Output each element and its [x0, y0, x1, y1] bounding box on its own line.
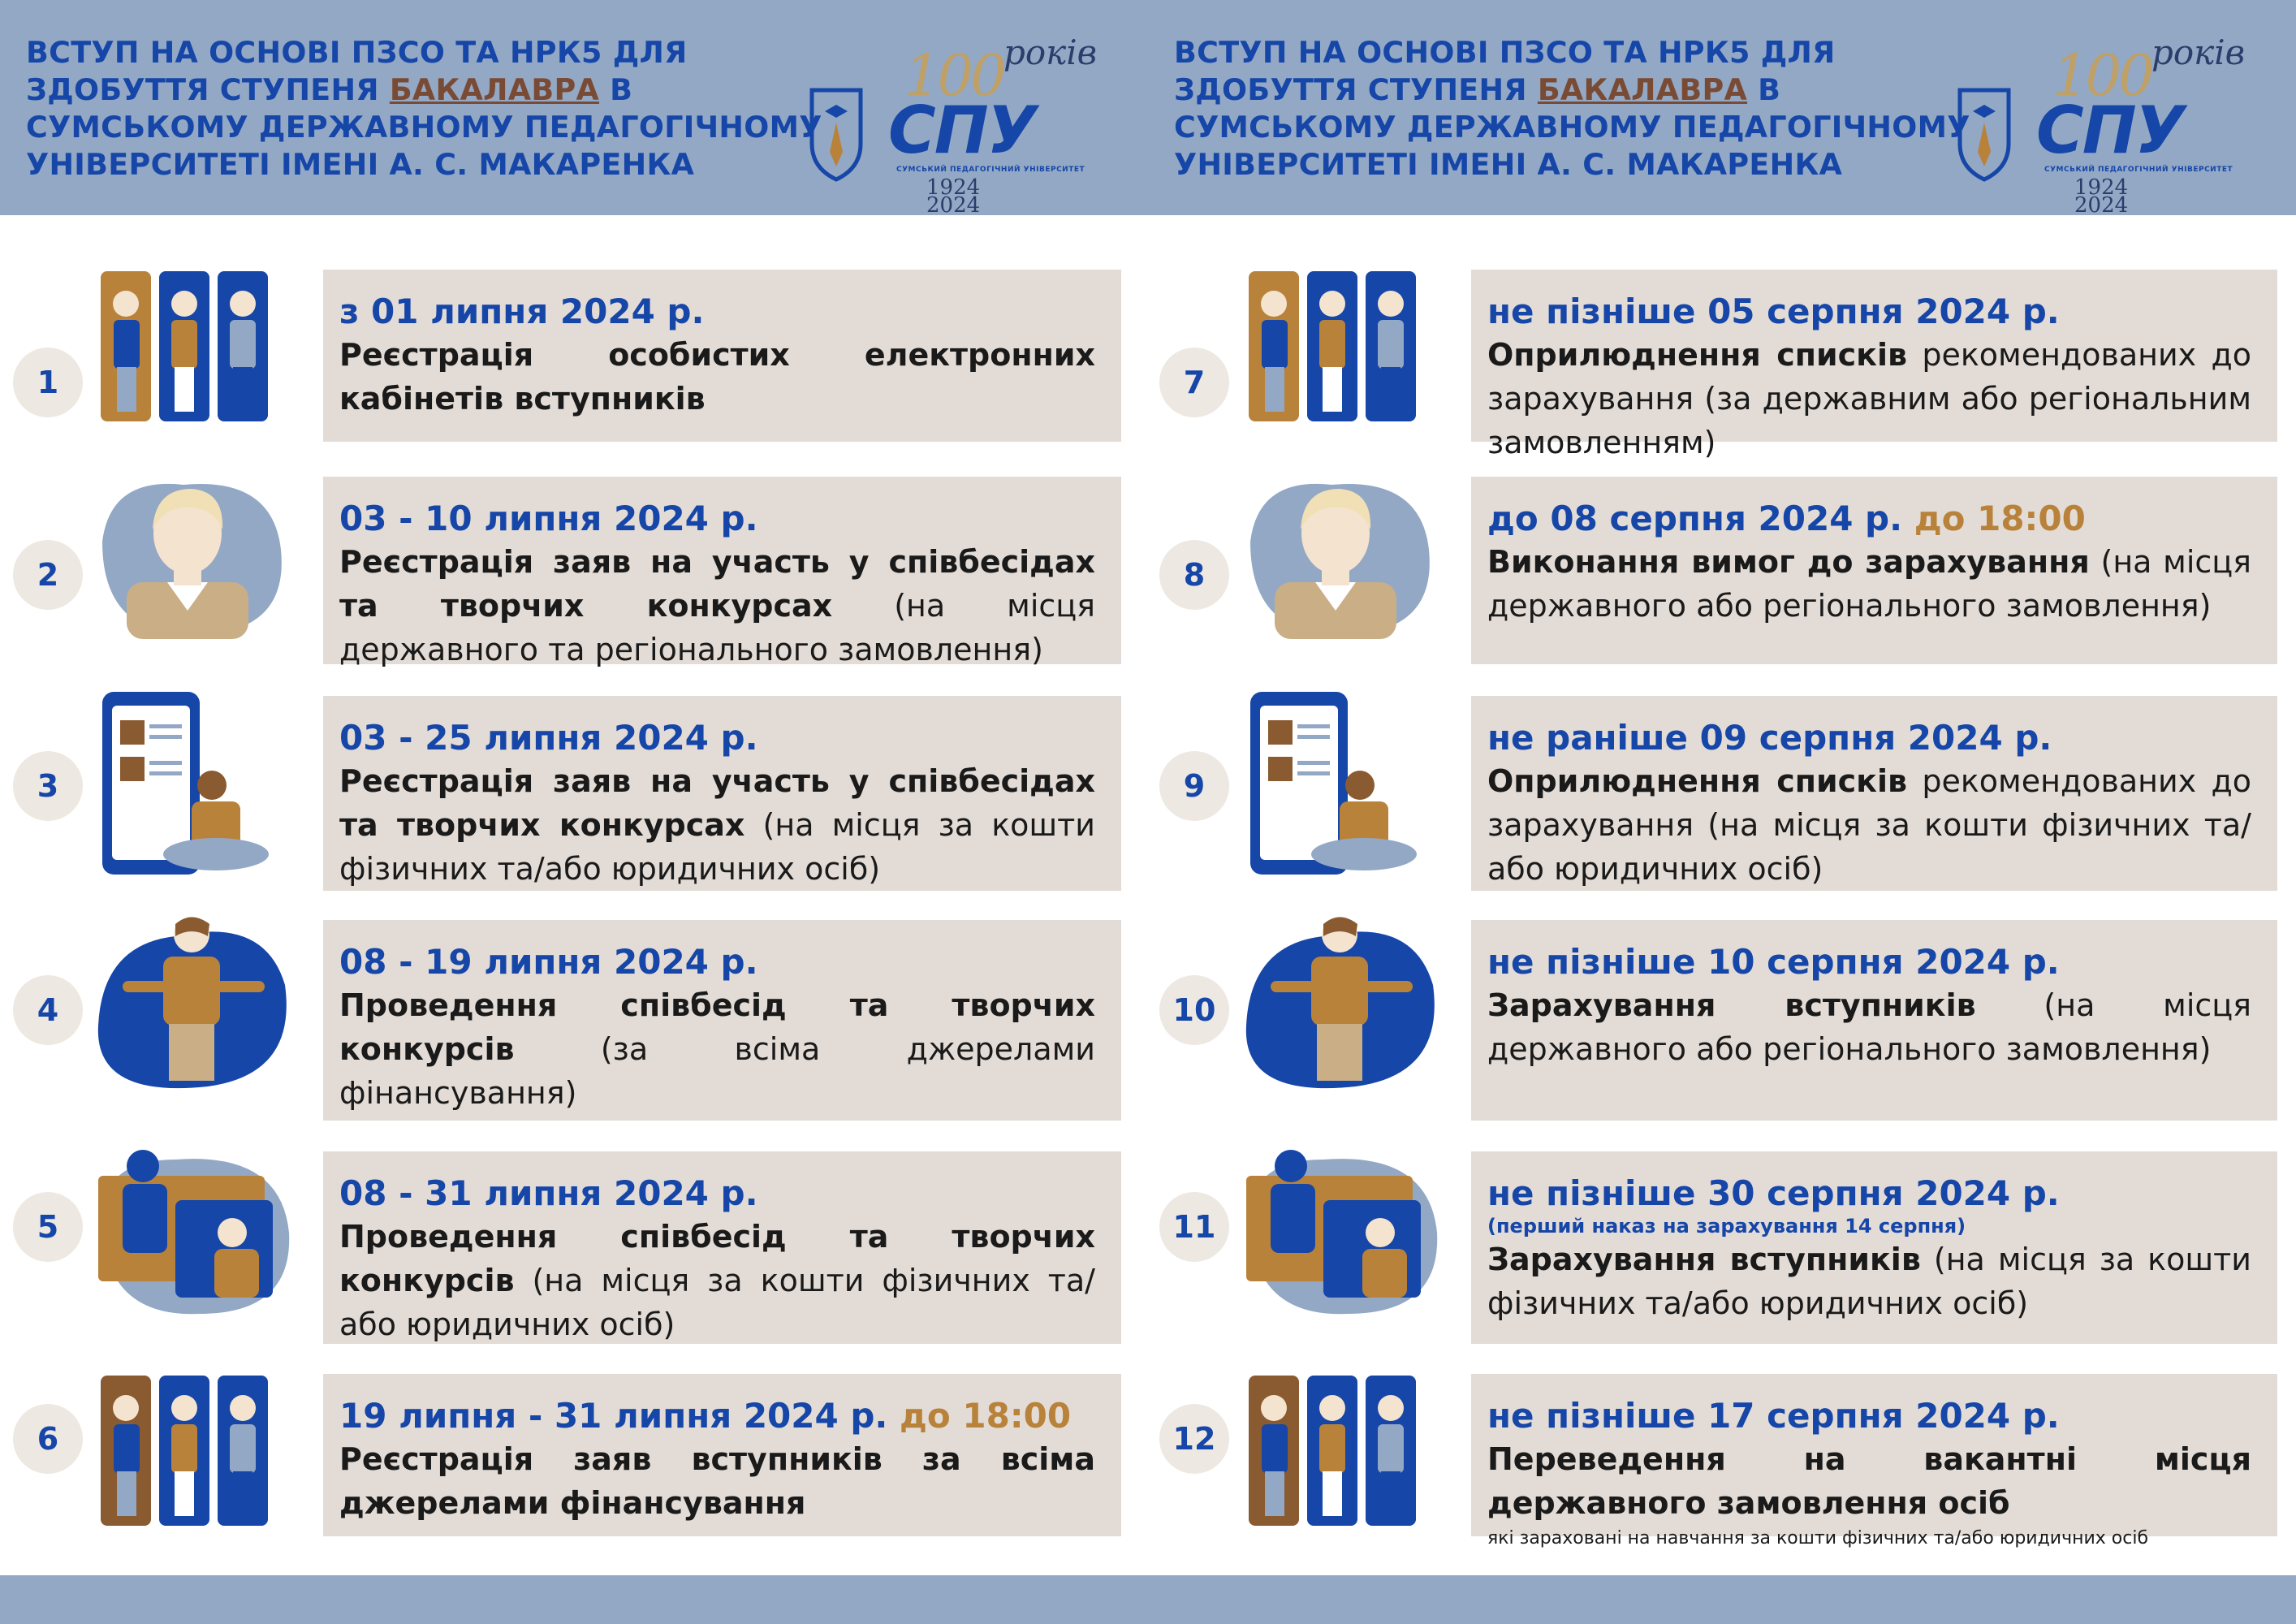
step-description-bold: Оприлюднення списків — [1487, 763, 1908, 799]
step-description-bold: Реєстрація заяв на участь у співбесідах та творчих конкурсах — [339, 544, 1095, 624]
title-text: ЗДОБУТТЯ СТУПЕНЯ — [26, 72, 390, 107]
step-number — [1159, 751, 1229, 821]
step-illustration-icon — [1226, 1366, 1429, 1531]
step-date — [339, 941, 1095, 983]
step-description — [339, 1215, 1095, 1346]
step-description — [1487, 1437, 2251, 1525]
title-highlight: БАКАЛАВРА — [389, 72, 600, 107]
step-card — [1471, 1151, 2277, 1344]
step-description-rest: (на місця за кошти фізичних та/або юридичних осіб) — [339, 807, 1095, 887]
title-line — [26, 71, 838, 109]
step-number-text: 9 — [1183, 768, 1206, 804]
step-description-rest: (на місця державного та регіонального замовлення) — [339, 588, 1095, 667]
step-date — [1487, 941, 2251, 983]
step-illustration-icon — [78, 1366, 281, 1531]
logo-spu: СПУ — [888, 93, 1036, 168]
step-number-text: 11 — [1172, 1209, 1216, 1245]
step-illustration-icon — [78, 688, 281, 886]
step-card — [323, 696, 1121, 891]
title-line: ВСТУП НА ОСНОВІ ПЗСО ТА НРК5 ДЛЯ — [26, 35, 688, 70]
title-text: ЗДОБУТТЯ СТУПЕНЯ — [1174, 72, 1538, 107]
step-illustration-icon — [1226, 469, 1437, 642]
title-text: В — [1747, 72, 1781, 107]
logo-subtitle: СУМСЬКИЙ ПЕДАГОГІЧНИЙ УНІВЕРСИТЕТ — [896, 166, 1085, 174]
step-description — [1487, 759, 2251, 891]
step-description — [339, 1437, 1095, 1525]
step-description-rest: (за всіма джерелами фінансування) — [339, 1031, 1095, 1111]
logo-hundred: 100 — [904, 42, 1003, 109]
logo-year-to: 2024 — [2074, 193, 2129, 218]
step-number-text: 8 — [1183, 557, 1206, 593]
step-date — [1487, 291, 2251, 333]
step-date — [1487, 498, 2251, 540]
step-description-rest: (на місця державного або регіонального замовлення) — [1487, 544, 2251, 624]
step-date-text: 03 - 10 липня 2024 р. — [339, 499, 758, 538]
step-subnote: (перший наказ на зарахування 14 серпня) — [1487, 1215, 1966, 1237]
step-number — [13, 751, 83, 821]
step-time: до 18:00 — [1902, 499, 2086, 538]
step-illustration-icon — [78, 469, 289, 642]
step-number-text: 4 — [37, 992, 59, 1028]
logo-year-to: 2024 — [926, 193, 981, 218]
step-description — [1487, 540, 2251, 628]
step-description-bold: Реєстрація особистих електронних кабінетів вступників — [339, 337, 1095, 417]
logo-years — [926, 175, 981, 218]
step-footnote: які зараховані на навчання за кошти фізичних та/або юридичних осіб — [1487, 1528, 2149, 1548]
step-date-text: 08 - 31 липня 2024 р. — [339, 1173, 758, 1213]
step-date-text: 08 - 19 липня 2024 р. — [339, 942, 758, 982]
step-description-bold: Переведення на вакантні місця державного замовлення осіб — [1487, 1441, 2251, 1521]
step-description-bold: Проведення співбесід та творчих конкурсів — [339, 987, 1095, 1067]
title-line: УНІВЕРСИТЕТІ ІМЕНІ А. С. МАКАРЕНКА — [26, 147, 695, 182]
step-illustration-icon — [1226, 912, 1445, 1102]
step-number — [13, 1192, 83, 1262]
logo-hundred: 100 — [2052, 42, 2151, 109]
step-number — [1159, 1192, 1229, 1262]
footer-band — [0, 1575, 2296, 1624]
step-description-rest: (на місця за кошти фізичних та/або юридичних осіб) — [1487, 1242, 2251, 1321]
step-description-rest: рекомендованих до зарахування (за державним або регіональним замовленням) — [1487, 337, 2252, 460]
step-date-text: не пізніше 30 серпня 2024 р. — [1487, 1173, 2060, 1213]
step-description — [1487, 983, 2251, 1071]
title-line: СУМСЬКОМУ ДЕРЖАВНОМУ ПЕДАГОГІЧНОМУ — [26, 110, 822, 145]
step-description — [1487, 1237, 2251, 1325]
logo-years-word: років — [1003, 32, 1098, 72]
step-illustration-icon — [78, 261, 281, 427]
logo-years — [2074, 175, 2129, 218]
step-date-text: 19 липня - 31 липня 2024 р. — [339, 1396, 888, 1436]
logo-year-from: 1924 — [2074, 175, 2129, 200]
step-number — [1159, 1404, 1229, 1474]
step-number-text: 12 — [1172, 1421, 1216, 1457]
step-number — [1159, 540, 1229, 610]
step-card — [1471, 920, 2277, 1121]
step-date — [339, 717, 1095, 759]
title-text: В — [599, 72, 633, 107]
step-date-text: не пізніше 05 серпня 2024 р. — [1487, 292, 2060, 331]
step-number-text: 2 — [37, 557, 59, 593]
step-card — [323, 1151, 1121, 1344]
step-number — [13, 1404, 83, 1474]
title-highlight: БАКАЛАВРА — [1537, 72, 1748, 107]
step-number-text: 3 — [37, 768, 59, 804]
step-number — [13, 348, 83, 417]
step-time: до 18:00 — [887, 1396, 1072, 1436]
university-crest-icon — [809, 87, 864, 183]
step-number-text: 7 — [1183, 365, 1206, 400]
header-title-right — [1174, 34, 1986, 184]
university-logo-right — [1957, 18, 2249, 218]
university-logo-left — [809, 18, 1101, 218]
step-number — [1159, 348, 1229, 417]
step-description-bold: Проведення співбесід та творчих конкурсів — [339, 1219, 1095, 1298]
step-description — [339, 333, 1095, 421]
step-card — [1471, 270, 2277, 460]
logo-year-from: 1924 — [926, 175, 981, 200]
step-card — [323, 1374, 1121, 1536]
step-date — [339, 1173, 1095, 1215]
step-card — [1471, 696, 2277, 891]
step-illustration-icon — [1226, 1143, 1445, 1325]
step-date — [339, 1395, 1095, 1437]
step-date — [339, 498, 1095, 540]
step-description-bold: Реєстрація заяв вступників за всіма джерелами фінансування — [339, 1441, 1095, 1521]
step-card — [323, 477, 1121, 667]
step-date — [1487, 717, 2251, 759]
step-number-text: 10 — [1172, 992, 1216, 1028]
step-description-bold: Виконання вимог до зарахування — [1487, 544, 2090, 580]
title-line — [1174, 71, 1986, 109]
step-number — [13, 540, 83, 610]
step-number — [1159, 975, 1229, 1045]
step-card — [323, 270, 1121, 442]
step-card — [323, 920, 1121, 1121]
step-date-text: не раніше 09 серпня 2024 р. — [1487, 718, 2052, 758]
step-description — [339, 540, 1095, 672]
step-date-text: 03 - 25 липня 2024 р. — [339, 718, 758, 758]
title-line: ВСТУП НА ОСНОВІ ПЗСО ТА НРК5 ДЛЯ — [1174, 35, 1836, 70]
step-date-text: до 08 серпня 2024 р. — [1487, 499, 1903, 538]
logo-spu: СПУ — [2036, 93, 2184, 168]
step-description-bold: Зарахування вступників — [1487, 1242, 1921, 1277]
logo-subtitle: СУМСЬКИЙ ПЕДАГОГІЧНИЙ УНІВЕРСИТЕТ — [2044, 166, 2233, 174]
step-description-bold: Оприлюднення списків — [1487, 337, 1908, 373]
title-line: СУМСЬКОМУ ДЕРЖАВНОМУ ПЕДАГОГІЧНОМУ — [1174, 110, 1970, 145]
logo-years-word: років — [2151, 32, 2246, 72]
step-date-text: не пізніше 10 серпня 2024 р. — [1487, 942, 2060, 982]
step-illustration-icon — [1226, 688, 1429, 886]
step-date-text: з 01 липня 2024 р. — [339, 292, 705, 331]
step-description — [339, 759, 1095, 891]
step-number-text: 5 — [37, 1209, 59, 1245]
step-illustration-icon — [78, 912, 297, 1102]
step-date — [339, 291, 1095, 333]
step-illustration-icon — [1226, 261, 1429, 427]
step-description-rest: рекомендованих до зарахування (на місця за кошти фізичних та/або юридичних осіб) — [1487, 763, 2252, 887]
step-date — [1487, 1173, 2251, 1215]
step-date — [1487, 1395, 2251, 1437]
step-description — [1487, 333, 2251, 464]
step-date-text: не пізніше 17 серпня 2024 р. — [1487, 1396, 2060, 1436]
header-title-left — [26, 34, 838, 184]
step-card — [1471, 1374, 2277, 1548]
step-card — [1471, 477, 2277, 664]
step-number — [13, 975, 83, 1045]
step-illustration-icon — [78, 1143, 297, 1325]
step-description-bold: Реєстрація заяв на участь у співбесідах та творчих конкурсах — [339, 763, 1095, 843]
step-description-bold: Зарахування вступників — [1487, 987, 1976, 1023]
step-number-text: 6 — [37, 1421, 59, 1457]
title-line: УНІВЕРСИТЕТІ ІМЕНІ А. С. МАКАРЕНКА — [1174, 147, 1843, 182]
step-description-rest: (на місця за кошти фізичних та/ або юридичних осіб) — [339, 1263, 1095, 1342]
step-number-text: 1 — [37, 365, 59, 400]
step-description-rest: (на місця державного або регіонального замовлення) — [1487, 987, 2251, 1067]
university-crest-icon — [1957, 87, 2012, 183]
step-description — [339, 983, 1095, 1115]
